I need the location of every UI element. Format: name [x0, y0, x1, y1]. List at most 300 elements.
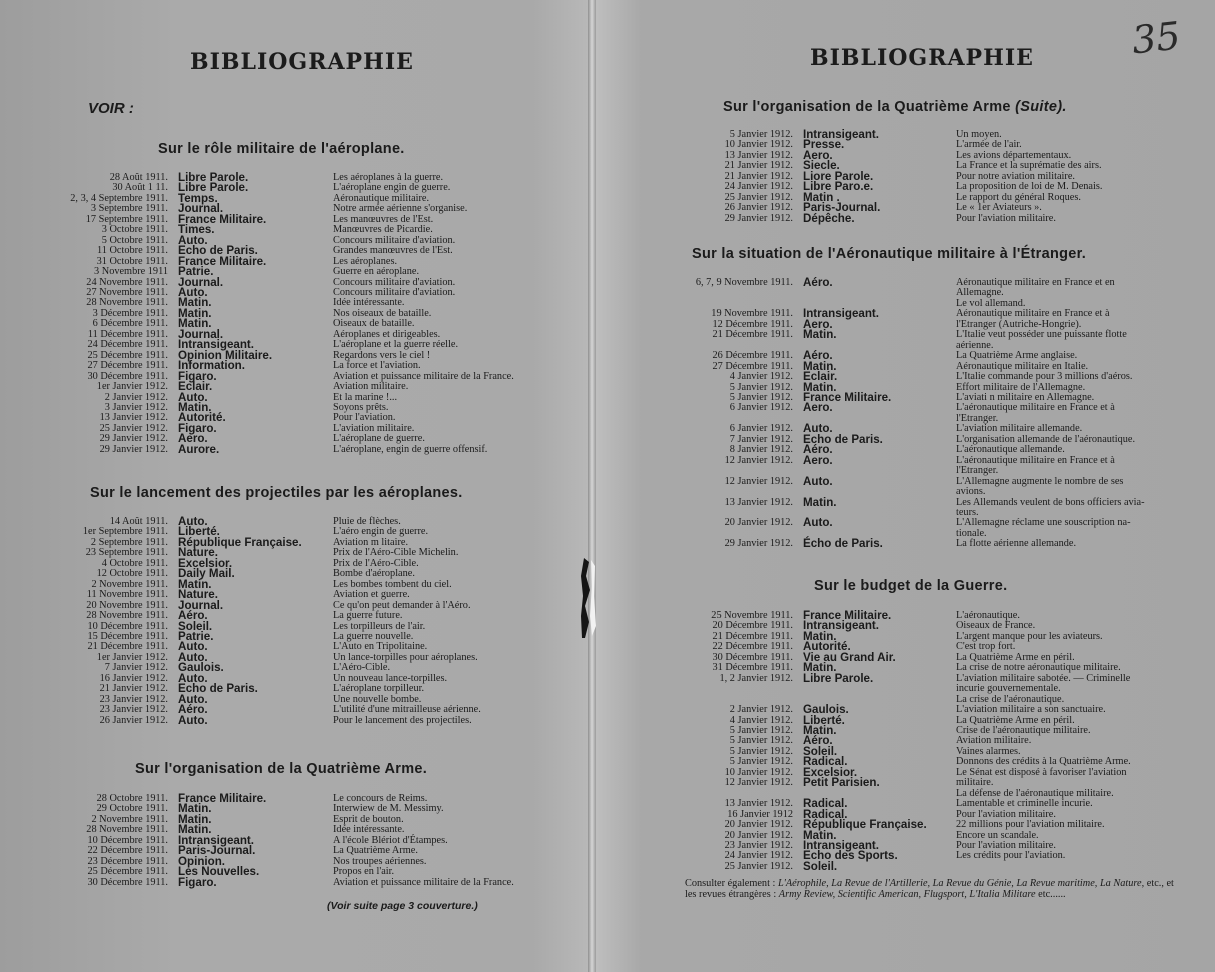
bibliography-entry — [0, 642, 563, 652]
entry-title: Concours militaire d'aviation. — [333, 286, 456, 298]
entry-title: C'est trop fort. — [956, 641, 1016, 653]
entry-source: Presse. — [803, 138, 845, 152]
entry-source: Intransigeant. — [803, 619, 880, 633]
entry-date: 20 Décembre 1911. — [712, 620, 793, 632]
entry-date: 10 Décembre 1911. — [87, 834, 168, 846]
entry-source: Journal. — [178, 327, 224, 341]
bibliography-entry — [592, 140, 1186, 150]
entry-source: Libre Paro.e. — [803, 180, 874, 194]
bibliography-entry — [0, 246, 563, 256]
entry-title: Manœuvres de Picardie. — [333, 224, 433, 236]
bibliography-entry — [0, 233, 563, 247]
section-heading-budget: Sur le budget de la Guerre. — [814, 578, 1008, 594]
entry-date: 12 Janvier 1912. — [724, 454, 793, 466]
entry-source: Information. — [178, 359, 245, 373]
entry-date: 30 Août 1 11. — [112, 182, 168, 194]
bibliography-entry — [0, 671, 563, 685]
entry-date: 5 Janvier 1912. — [729, 129, 793, 140]
entry-date: 3 Octobre 1911. — [101, 224, 168, 236]
entry-title: Pluie de flèches. — [333, 516, 401, 527]
entry-source: France Militaire. — [803, 390, 892, 404]
bibliography-entry — [0, 173, 563, 183]
entry-title: Crise de l'aéronautique militaire. — [956, 724, 1091, 736]
entry-date: 22 Décembre 1911. — [87, 845, 168, 857]
entry-title: Et la marine !... — [333, 391, 398, 403]
entry-date: 2 Novembre 1911. — [91, 813, 168, 825]
entry-title: L'aéronautique militaire en France et à l'Etranger. — [956, 402, 1115, 424]
entry-title: La Quatrième Arme en péril. — [956, 714, 1075, 726]
entry-source: Matin. — [803, 359, 837, 373]
entry-title: L'aéronautique militaire en France et à l'Etranger. — [956, 454, 1115, 477]
entry-title: Pour l'aviation. — [333, 412, 396, 424]
entry-title: L'Italie commande pour 3 millions d'aéros. — [956, 371, 1133, 383]
entry-date: 4 Janvier 1912. — [729, 714, 793, 726]
entry-source: Journal. — [178, 598, 224, 612]
entry-date: 3 Novembre 1911 — [94, 266, 168, 278]
entry-source: Soleil. — [803, 859, 838, 873]
bibliography-entry — [0, 400, 563, 414]
entry-source: Aéro. — [178, 703, 208, 717]
entry-source: Excelsior. — [803, 765, 858, 779]
heading-suffix: (Suite). — [1015, 99, 1067, 115]
entry-source: Matin. — [803, 328, 837, 342]
bibliography-entry — [592, 799, 1186, 809]
entry-title: Oiseaux de France. — [956, 620, 1036, 632]
entry-source: Paris-Journal. — [803, 201, 881, 215]
entry-title: Aéronautique militaire en Italie. — [956, 360, 1089, 372]
entry-title: L'aviati n militaire en Allemagne. — [956, 391, 1095, 403]
entry-title: Concours militaire d'aviation. — [333, 234, 456, 246]
footer-middle: etc., et les revues étrangères : — [685, 878, 1174, 900]
entry-source: Aero. — [803, 148, 833, 162]
entry-title: Un moyen. — [956, 129, 1002, 140]
entry-source: Aéro. — [803, 734, 833, 748]
entry-title: Le vol allemand. — [956, 297, 1026, 309]
entry-date: 30 Décembre 1911. — [87, 876, 168, 888]
entry-source: Echo de Paris. — [178, 682, 258, 696]
entry-source: Petit Parisien. — [803, 776, 880, 790]
bibliography-entry — [0, 598, 563, 612]
entry-source: Intransigeant. — [178, 338, 255, 352]
bibliography-entry — [592, 671, 1186, 695]
entry-title: La défense de l'aéronautique militaire. — [956, 787, 1114, 799]
entry-source: Liberté. — [803, 713, 845, 727]
bibliography-entry — [0, 390, 563, 404]
bibliography-list-etranger — [592, 278, 1186, 550]
entry-date: 25 Décembre 1911. — [87, 349, 168, 361]
entry-title: Le « 1er Aviateurs ». — [956, 202, 1042, 214]
entry-date: 7 Janvier 1912. — [104, 662, 168, 674]
entry-title: Aéronautique militaire en France et à — [956, 308, 1110, 320]
entry-title: l'Etranger (Autriche-Hongrie). — [956, 318, 1082, 330]
entry-title: L'Allemagne augmente le nombre de ses avions. — [956, 475, 1124, 498]
entry-title: militaire. — [956, 777, 994, 789]
bibliography-entry — [0, 275, 563, 289]
entry-title: L'aviation militaire sabotée. — Criminelle incurie gouvernementale. — [956, 672, 1131, 695]
entry-source: Auto. — [178, 713, 208, 727]
entry-title: Un nouveau lance-torpilles. — [333, 672, 448, 684]
entry-source: Radical. — [803, 755, 848, 769]
bibliography-entry — [0, 267, 563, 277]
entry-source: Auto. — [178, 233, 208, 247]
entry-date: 6 Décembre 1911. — [92, 318, 168, 330]
entry-source: Eclair. — [178, 380, 213, 394]
entry-date: 25 Janvier 1912. — [724, 191, 793, 203]
entry-source: Libre Parole. — [803, 671, 874, 685]
entry-source: Excelsior. — [178, 556, 233, 570]
bibliography-entry — [0, 569, 563, 579]
entry-source: Nature. — [178, 546, 218, 560]
entry-source: Auto. — [178, 650, 208, 664]
section-heading-etranger: Sur la situation de l'Aéronautique militaire à l'Étranger. — [692, 246, 1087, 262]
entry-date: 28 Novembre 1911. — [86, 610, 168, 622]
left-page — [0, 0, 592, 972]
entry-source: République Française. — [178, 535, 302, 549]
entry-source: Daily Mail. — [178, 567, 235, 581]
entry-date: 29 Janvier 1912. — [99, 433, 168, 445]
entry-source: Temps. — [178, 191, 218, 205]
entry-source: Patrie. — [178, 265, 214, 279]
entry-date: 6 Janvier 1912. — [729, 402, 793, 414]
entry-title: Aéroplanes et dirigeables. — [333, 328, 441, 340]
bibliography-entry — [0, 298, 563, 308]
entry-title: La France et la suprématie des airs. — [956, 160, 1102, 172]
entry-title: Les aéroplanes. — [333, 255, 398, 267]
bibliography-list-budget — [592, 611, 1186, 872]
entry-title: L'aviation militaire a son sanctuaire. — [956, 704, 1106, 716]
entry-source: Echo de Paris. — [803, 432, 883, 446]
entry-source: Soleil. — [178, 619, 213, 633]
bibliography-entry — [0, 825, 563, 835]
entry-title: Soyons prêts. — [333, 401, 389, 413]
entry-date: 29 Janvier 1912. — [99, 443, 168, 455]
bibliography-entry — [0, 306, 563, 320]
entry-title: Pour notre aviation militaire. — [956, 170, 1075, 182]
entry-source: Auto. — [178, 640, 208, 654]
bibliography-entry — [592, 453, 1186, 477]
entry-source: Matin. — [178, 812, 212, 826]
entry-title: Nos troupes aériennes. — [333, 855, 427, 867]
entry-title: La Quatrième Arme. — [333, 845, 418, 857]
entry-date: 21 Décembre 1911. — [712, 329, 793, 341]
continued-note: (Voir suite page 3 couverture.) — [327, 900, 478, 912]
entry-date: 31 Octobre 1911. — [96, 255, 168, 267]
entry-source: Times. — [178, 223, 215, 237]
bibliography-entry — [0, 663, 563, 673]
entry-title: Les torpilleurs de l'air. — [333, 620, 426, 632]
entry-title: Grandes manœuvres de l'Est. — [333, 245, 453, 257]
entry-date: 25 Janvier 1912. — [724, 860, 793, 872]
entry-title: Les bombes tombent du ciel. — [333, 578, 452, 590]
entry-title: Les Allemands veulent de bons officiers avia- teurs. — [956, 496, 1145, 518]
entry-source: Matin. — [178, 306, 212, 320]
entry-title: 22 millions pour l'aviation militaire. — [956, 819, 1105, 831]
bibliography-entry — [592, 211, 1186, 225]
entry-source: Matin. — [178, 296, 212, 310]
entry-date: 20 Novembre 1911. — [86, 599, 168, 611]
entry-source: Intransigeant. — [803, 307, 880, 321]
entry-title: L'organisation allemande de l'aéronautique. — [956, 433, 1136, 445]
entry-source: Siecle. — [803, 159, 840, 173]
entry-title: Pour l'aviation militaire. — [956, 839, 1056, 851]
entry-date: 1er Janvier 1912. — [96, 651, 168, 663]
bibliography-entry — [592, 828, 1186, 842]
entry-date: 1, 2 Janvier 1912. — [719, 672, 793, 684]
bibliography-entry — [592, 713, 1186, 727]
bibliography-entry — [0, 535, 563, 549]
entry-title: Interwiew de M. Messimy. — [333, 803, 444, 815]
entry-title: Guerre en aéroplane. — [333, 266, 420, 278]
entry-source: Auto. — [803, 422, 833, 436]
entry-date: 20 Janvier 1912. — [724, 819, 793, 831]
section-heading-role-militaire: Sur le rôle militaire de l'aéroplane. — [158, 141, 405, 157]
bibliography-entry — [0, 705, 563, 715]
bibliography-entry — [592, 372, 1186, 382]
entry-source: Radical. — [803, 807, 848, 821]
bibliography-entry — [0, 812, 563, 826]
entry-source: Echo de Paris. — [178, 244, 258, 258]
entry-title: La crise de l'aéronautique. — [956, 693, 1065, 705]
entry-date: 23 Décembre 1911. — [87, 855, 168, 867]
bibliography-entry — [0, 191, 563, 205]
section-heading-organisation-suite — [723, 99, 1067, 115]
entry-date: 29 Janvier 1912. — [724, 538, 793, 550]
entry-title: L'aéroplane et la guerre réelle. — [333, 339, 459, 351]
entry-source: Aéro. — [803, 443, 833, 457]
entry-date: 20 Janvier 1912. — [724, 829, 793, 841]
entry-title: L'Auto en Tripolitaine. — [333, 641, 428, 653]
bibliography-entry — [592, 723, 1186, 737]
entry-source: Aero. — [803, 453, 833, 467]
entry-title: L'Italie veut posséder une puissante flotte aérienne. — [956, 329, 1127, 351]
bibliography-entry — [0, 854, 563, 868]
bibliography-list-organisation-suite — [592, 130, 1186, 224]
entry-title: Aéronautique militaire. — [333, 192, 430, 204]
entry-date: 31 Décembre 1911. — [712, 662, 793, 674]
entry-title: Aviation et puissance militaire de la France. — [333, 876, 514, 888]
entry-source: Aurore. — [178, 442, 220, 456]
entry-title: Aviation et guerre. — [333, 589, 410, 601]
entry-date: 10 Janvier 1912. — [724, 139, 793, 151]
entry-title: Aviation militaire. — [333, 381, 409, 393]
entry-date: 5 Janvier 1912. — [729, 745, 793, 757]
heading-text: Sur l'organisation de la Quatrième Arme — [723, 99, 1011, 115]
entry-title: Regardons vers le ciel ! — [333, 349, 431, 361]
entry-source: Paris-Journal. — [178, 844, 256, 858]
entry-date: 8 Janvier 1912. — [729, 444, 793, 456]
bibliography-entry — [0, 369, 563, 383]
entry-source: Intransigeant. — [178, 833, 255, 847]
entry-title: Concours militaire d'aviation. — [333, 276, 456, 288]
entry-source: Matin. — [803, 828, 837, 842]
entry-title: Une nouvelle bombe. — [333, 693, 422, 705]
entry-source: Auto. — [178, 390, 208, 404]
entry-date: 4 Janvier 1912. — [729, 371, 793, 383]
entry-date: 29 Janvier 1912. — [724, 212, 793, 224]
entry-date: 2 Janvier 1912. — [104, 391, 168, 403]
bibliography-entry — [0, 327, 563, 341]
entry-source: Matin . — [803, 190, 840, 204]
bibliography-entry — [0, 204, 563, 214]
entry-title: Esprit de bouton. — [333, 813, 404, 825]
footer-foreign-reviews: Army Review, Scientific American, Flugsport, L'Italia Militare — [778, 889, 1036, 900]
entry-date: 3 Janvier 1912. — [104, 401, 168, 413]
bibliography-entry — [592, 351, 1186, 361]
entry-date: 25 Janvier 1912. — [99, 422, 168, 434]
entry-title: La guerre nouvelle. — [333, 630, 414, 642]
entry-date: 12 Janvier 1912. — [724, 777, 793, 789]
entry-date: 23 Janvier 1912. — [99, 693, 168, 705]
entry-title: Idée intéressante. — [333, 297, 405, 309]
entry-date: 27 Décembre 1911. — [87, 360, 168, 372]
entry-source: Aéro. — [178, 609, 208, 623]
entry-source: Aero. — [803, 401, 833, 415]
entry-source: Echo des Sports. — [803, 849, 898, 863]
bibliography-entry — [592, 518, 1186, 539]
entry-date: 5 Janvier 1912. — [729, 381, 793, 393]
entry-date: 23 Janvier 1912. — [99, 704, 168, 716]
bibliography-entry — [0, 794, 563, 804]
entry-title: L'Allemagne réclame une souscription na- tionale. — [956, 517, 1131, 539]
entry-date: 21 Janvier 1912. — [99, 683, 168, 695]
bibliography-entry — [0, 846, 563, 856]
entry-source: Figaro. — [178, 875, 217, 889]
entry-source: Matin. — [803, 380, 837, 394]
bibliography-entry — [592, 182, 1186, 192]
bibliography-entry — [592, 203, 1186, 213]
entry-source: Eclair. — [803, 370, 838, 384]
entry-date: 28 Novembre 1911. — [86, 297, 168, 309]
entry-date: 24 Janvier 1912. — [724, 850, 793, 862]
handwritten-page-number: 35 — [1129, 13, 1183, 63]
entry-date: 12 Janvier 1912. — [724, 475, 793, 487]
entry-date: 2 Janvier 1912. — [729, 704, 793, 716]
center-fold — [588, 0, 596, 972]
entry-date: 27 Décembre 1911. — [712, 360, 793, 372]
entry-title: Les crédits pour l'aviation. — [956, 850, 1066, 862]
entry-source: Matin. — [178, 823, 212, 837]
entry-title: Notre armée aérienne s'organise. — [333, 203, 468, 215]
entry-source: Auto. — [178, 671, 208, 685]
entry-source: Matin. — [178, 577, 212, 591]
bibliography-entry — [592, 765, 1186, 779]
entry-title: La force et l'aviation. — [333, 360, 421, 372]
entry-date: 2, 3, 4 Septembre 1911. — [70, 192, 168, 204]
entry-source: Intransigeant. — [803, 838, 880, 852]
entry-title: L'aéronautique allemande. — [956, 444, 1065, 456]
bibliography-entry — [592, 403, 1186, 424]
bibliography-entry — [0, 382, 563, 392]
entry-source: Journal. — [178, 202, 224, 216]
entry-title: Pour le lancement des projectiles. — [333, 714, 472, 726]
entry-title: Encore un scandale. — [956, 829, 1039, 841]
bibliography-entry — [0, 348, 563, 362]
entry-date: 24 Décembre 1911. — [87, 339, 168, 351]
entry-title: L'aéroplane torpilleur. — [333, 683, 425, 695]
bibliography-entry — [0, 590, 563, 600]
entry-date: 7 Janvier 1912. — [729, 433, 793, 445]
bibliography-entry — [592, 851, 1186, 861]
bibliography-entry — [592, 495, 1186, 519]
entry-date: 2 Novembre 1911. — [91, 578, 168, 590]
entry-title: Le concours de Reims. — [333, 793, 428, 804]
binding-tear-mark — [580, 556, 598, 640]
bibliography-entry — [0, 650, 563, 664]
entry-title: Prix de l'Aéro-Cible. — [333, 557, 419, 569]
entry-title: Idée intéressante. — [333, 824, 405, 836]
entry-source: Gaulois. — [803, 703, 849, 717]
entry-title — [956, 862, 1186, 872]
footer-lead: Consulter également : — [685, 878, 778, 889]
bibliography-entry — [0, 875, 563, 889]
entry-source: France Militaire. — [178, 254, 267, 268]
entry-title: L'aviation militaire. — [333, 422, 415, 434]
entry-title: La crise de notre aéronautique militaire. — [956, 662, 1121, 674]
consult-also-note — [685, 878, 1185, 900]
footer-tail: etc...... — [1035, 889, 1066, 900]
entry-title: L'aéronautique. — [956, 610, 1020, 621]
entry-source: Matin. — [803, 661, 837, 675]
bibliography-entry — [0, 684, 563, 694]
entry-title: Aviation militaire. — [956, 735, 1032, 747]
bibliography-entry — [592, 859, 1186, 873]
entry-date: 25 Novembre 1911. — [711, 610, 793, 621]
bibliography-entry — [0, 556, 563, 570]
entry-source: Figaro. — [178, 369, 217, 383]
bibliography-entry — [0, 713, 563, 727]
entry-source: Matin. — [803, 629, 837, 643]
entry-source: Autorité. — [178, 411, 226, 425]
entry-source: Opinion. — [178, 854, 226, 868]
entry-source: Matin. — [803, 723, 837, 737]
bibliography-entry — [592, 539, 1186, 549]
entry-title: Ce qu'on peut demander à l'Aéro. — [333, 599, 471, 611]
entry-date: 28 Novembre 1911. — [86, 824, 168, 836]
entry-source: Vie au Grand Air. — [803, 650, 896, 664]
entry-source: Auto. — [803, 516, 833, 530]
entry-title: Donnons des crédits à la Quatrième Arme. — [956, 756, 1131, 768]
voir-label: VOIR : — [88, 100, 134, 117]
entry-source: Libre Parole. — [178, 171, 249, 184]
entry-title: Les aéroplanes à la guerre. — [333, 172, 444, 183]
bibliography-entry — [0, 577, 563, 591]
entry-title: A l'école Blériot d'Étampes. — [333, 834, 448, 846]
entry-date: 29 Octobre 1911. — [96, 803, 168, 815]
entry-source: Aéro. — [803, 276, 833, 289]
entry-source: Matin. — [178, 400, 212, 414]
entry-date: 26 Janvier 1912. — [99, 714, 168, 726]
bibliography-entry — [592, 611, 1186, 621]
entry-date: 2 Septembre 1911. — [90, 536, 168, 548]
entry-source: Auto. — [803, 474, 833, 488]
entry-source: Dépêche. — [803, 211, 855, 225]
bibliography-entry — [0, 225, 563, 235]
entry-title: La guerre future. — [333, 610, 403, 622]
entry-title: Le rapport du général Roques. — [956, 191, 1081, 203]
entry-source: Liore Parole. — [803, 169, 874, 183]
entry-source: Matin. — [803, 495, 837, 509]
entry-source: France Militaire. — [178, 792, 267, 805]
bibliography-entry — [592, 278, 1186, 299]
entry-date: 21 Décembre 1911. — [712, 630, 793, 642]
entry-date: 12 Décembre 1911. — [712, 318, 793, 330]
entry-date: 13 Janvier 1912. — [724, 798, 793, 810]
entry-source: Libre Parole. — [178, 181, 249, 195]
entry-title: Vaines alarmes. — [956, 745, 1021, 757]
entry-title: L'aéroplane engin de guerre. — [333, 182, 451, 194]
entry-date: 26 Janvier 1912. — [724, 202, 793, 214]
entry-title: La Quatrième Arme anglaise. — [956, 350, 1078, 362]
